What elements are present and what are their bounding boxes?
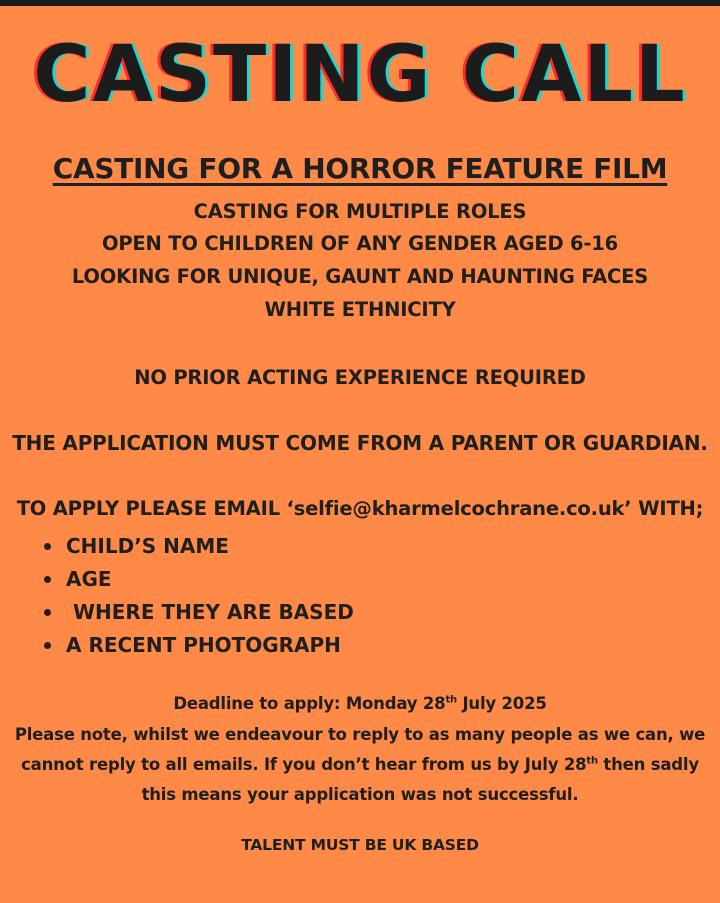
reply-note-line-1: Please note, whilst we endeavour to reply to as many people as we can, we bbox=[14, 725, 706, 744]
reply-note-line-3: this means your application was not successful. bbox=[141, 785, 579, 804]
list-item: CHILD’S NAME bbox=[44, 530, 354, 563]
detail-line: OPEN TO CHILDREN OF ANY GENDER AGED 6-16 bbox=[101, 232, 619, 255]
experience-note: NO PRIOR ACTING EXPERIENCE REQUIRED bbox=[134, 366, 586, 389]
list-item: WHERE THEY ARE BASED bbox=[44, 596, 354, 629]
detail-line: LOOKING FOR UNIQUE, GAUNT AND HAUNTING FACES bbox=[71, 265, 649, 288]
detail-line: CASTING FOR MULTIPLE ROLES bbox=[193, 200, 527, 223]
detail-line: WHITE ETHNICITY bbox=[264, 298, 456, 321]
footer-note: TALENT MUST BE UK BASED bbox=[241, 836, 479, 854]
list-item: AGE bbox=[44, 563, 354, 596]
poster-title: CASTING CALL bbox=[33, 30, 687, 120]
reply-note-line-2: cannot reply to all emails. If you don’t hear from us by July 28th then sadly bbox=[21, 755, 699, 774]
apply-requirements-list bbox=[44, 530, 354, 662]
apply-intro: TO APPLY PLEASE EMAIL ‘selfie@kharmelcochrane.co.uk’ WITH; bbox=[16, 497, 704, 520]
deadline: Deadline to apply: Monday 28th July 2025 bbox=[173, 694, 547, 713]
top-border bbox=[0, 0, 720, 6]
guardian-note: THE APPLICATION MUST COME FROM A PARENT OR GUARDIAN. bbox=[12, 431, 708, 455]
list-item: A RECENT PHOTOGRAPH bbox=[44, 629, 354, 662]
poster-subtitle: CASTING FOR A HORROR FEATURE FILM bbox=[52, 152, 668, 185]
